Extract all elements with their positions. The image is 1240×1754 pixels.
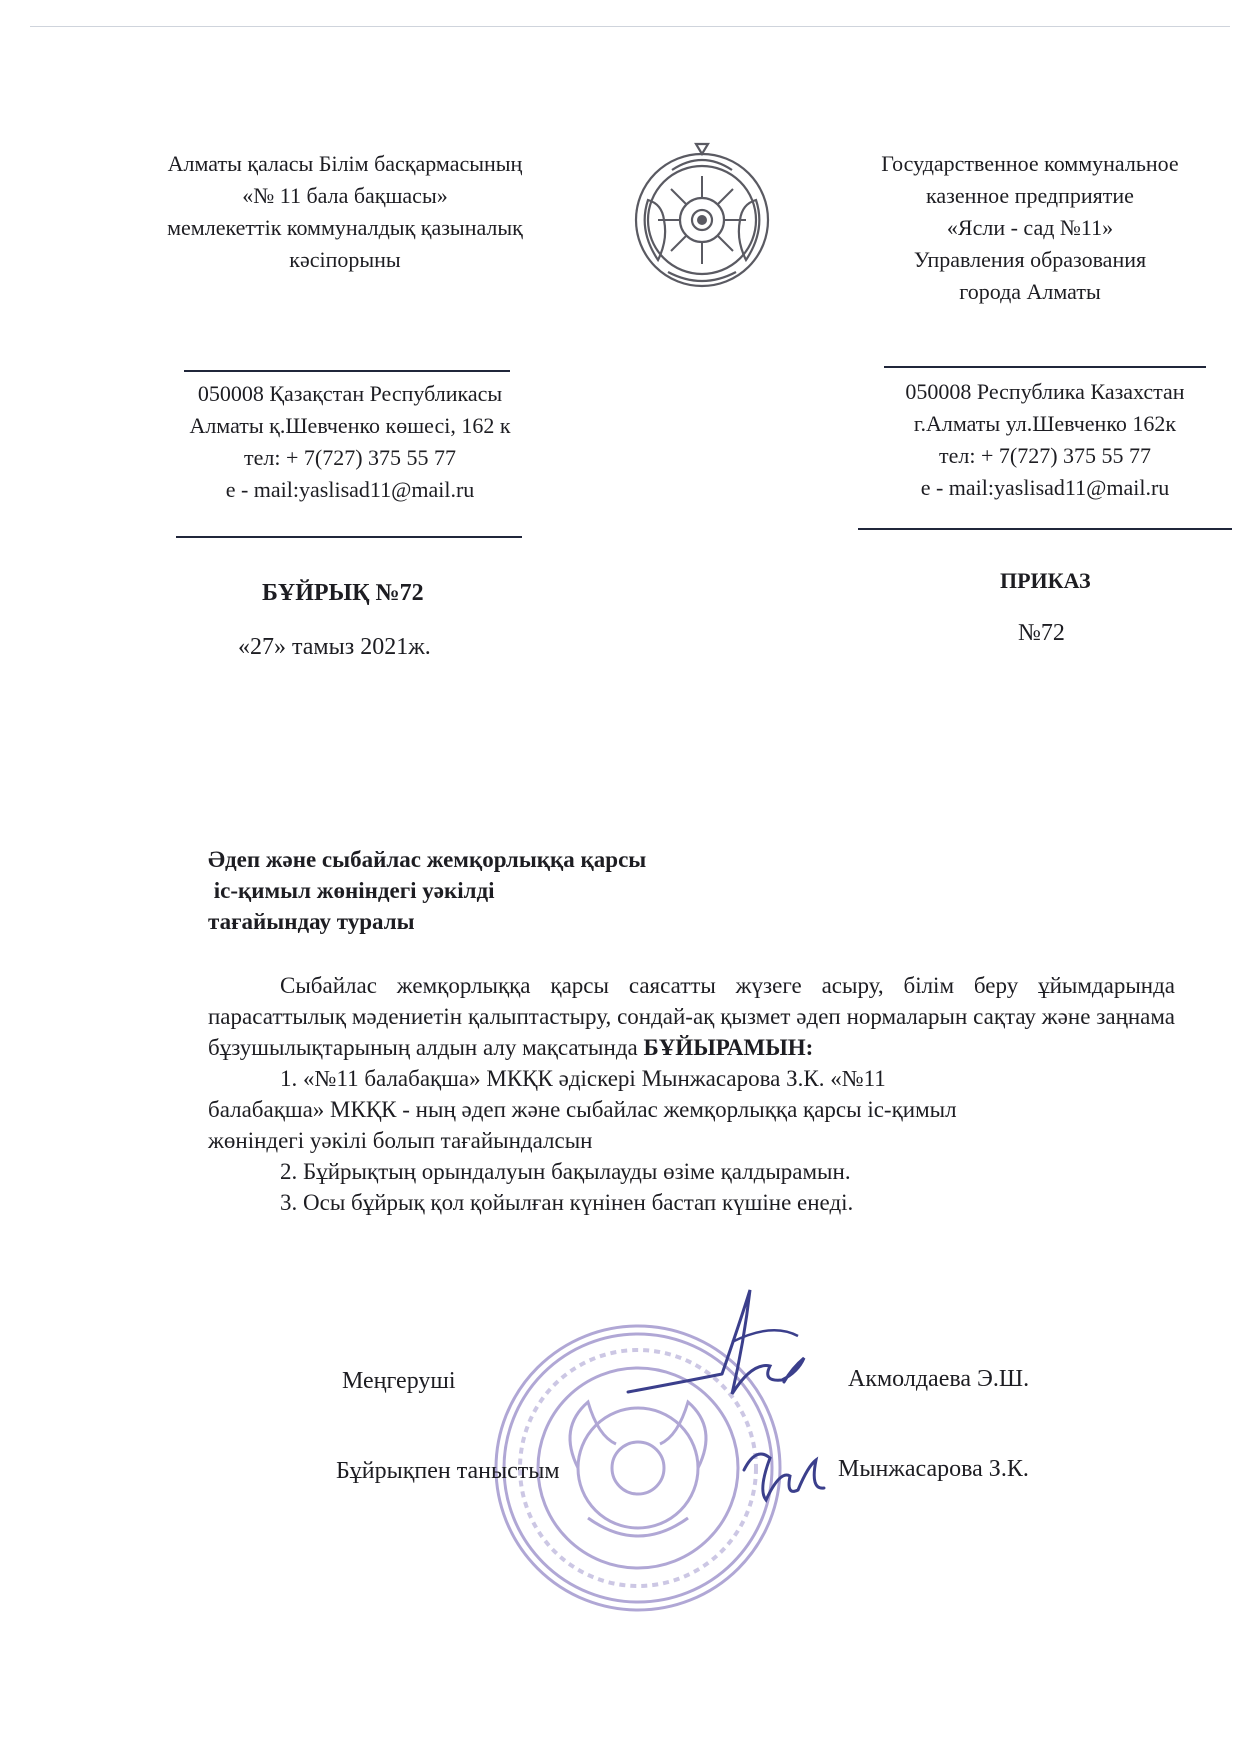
order-item-1-line: 1. «№11 балабақша» МКҚК әдіскері Мынжасарова З.К. «№11 — [280, 1066, 886, 1091]
order-item-1-line: балабақша» МКҚК - ның әдеп және сыбайлас жемқорлыққа қарсы іс-қимыл — [208, 1097, 957, 1122]
right-org-line: казенное предприятие — [926, 183, 1134, 208]
right-org-line: города Алматы — [959, 279, 1101, 304]
directive-word: БҰЙЫРАМЫН: — [643, 1035, 814, 1060]
order-title-ru: ПРИКАЗ — [1000, 568, 1091, 593]
left-address-top-rule — [184, 370, 510, 372]
left-org-header — [120, 148, 570, 276]
acknowledgement-signature-icon — [736, 1430, 836, 1520]
order-item-2: 2. Бұйрықтың орындалуын бақылауды өзіме қалдырамын. — [280, 1159, 851, 1184]
right-address-bottom-rule — [858, 528, 1232, 530]
intro-text: Сыбайлас жемқорлыққа қарсы саясатты жүзеге асыру, білім беру ұйымдарында парасаттылық мәдениетін қалыптастыру, сондай-ақ қызмет әдеп нормаларын сақтау және заңнама бұзушылықтарының алдын алу мақсатында — [208, 973, 1175, 1060]
right-org-line: Управления образования — [913, 247, 1147, 272]
left-address-bottom-rule — [176, 536, 522, 538]
right-org-header — [840, 148, 1220, 308]
left-address-block — [140, 378, 560, 506]
scan-edge-line — [30, 26, 1230, 27]
head-name: Акмолдаева Э.Ш. — [848, 1366, 1030, 1392]
acknowledged-label: Бұйрықпен таныстым — [336, 1458, 560, 1484]
order-body — [208, 970, 1175, 1218]
head-position-label: Меңгеруші — [342, 1368, 456, 1394]
right-address-top-rule — [884, 366, 1206, 368]
order-number-ru: №72 — [1018, 620, 1065, 646]
left-org-line: «№ 11 бала бақшасы» — [242, 183, 448, 208]
left-org-line: Алматы қаласы Білім басқармасының — [167, 151, 523, 176]
right-org-line: «Ясли - сад №11» — [946, 215, 1114, 240]
state-emblem-icon — [628, 140, 776, 296]
left-org-line: мемлекеттік коммуналдық қазыналық — [167, 215, 523, 240]
right-org-line: Государственное коммунальное — [881, 151, 1179, 176]
left-address-line: e - mail:yaslisad11@mail.ru — [225, 477, 475, 502]
subject-line: Әдеп және сыбайлас жемқорлыққа қарсы — [208, 847, 647, 872]
right-address-line: 050008 Республика Казахстан — [905, 379, 1185, 404]
order-subject-title — [208, 844, 646, 937]
left-address-line: тел: + 7(727) 375 55 77 — [243, 445, 457, 470]
subject-line: іс-қимыл жөніндегі уәкілді — [208, 878, 495, 903]
right-address-block — [850, 376, 1240, 504]
order-item-1-line: жөніндегі уәкілі болып тағайындалсын — [208, 1128, 593, 1153]
order-title-kz: БҰЙРЫҚ №72 — [262, 580, 424, 606]
left-address-line: Алматы қ.Шевченко көшесі, 162 к — [189, 413, 511, 438]
left-org-line: кәсіпорыны — [289, 247, 401, 272]
right-address-line: тел: + 7(727) 375 55 77 — [938, 443, 1152, 468]
intro-paragraph — [208, 970, 1175, 1063]
right-address-line: г.Алматы ул.Шевченко 162к — [913, 411, 1177, 436]
subject-line: тағайындау туралы — [208, 909, 415, 934]
acknowledged-name: Мынжасарова З.К. — [838, 1456, 1029, 1482]
left-address-line: 050008 Қазақстан Республикасы — [197, 381, 503, 406]
order-date-kz: «27» тамыз 2021ж. — [238, 634, 431, 660]
right-address-line: e - mail:yaslisad11@mail.ru — [920, 475, 1170, 500]
head-signature-icon — [622, 1282, 812, 1422]
order-item-3: 3. Осы бұйрық қол қойылған күнінен бастап күшіне енеді. — [280, 1190, 854, 1215]
